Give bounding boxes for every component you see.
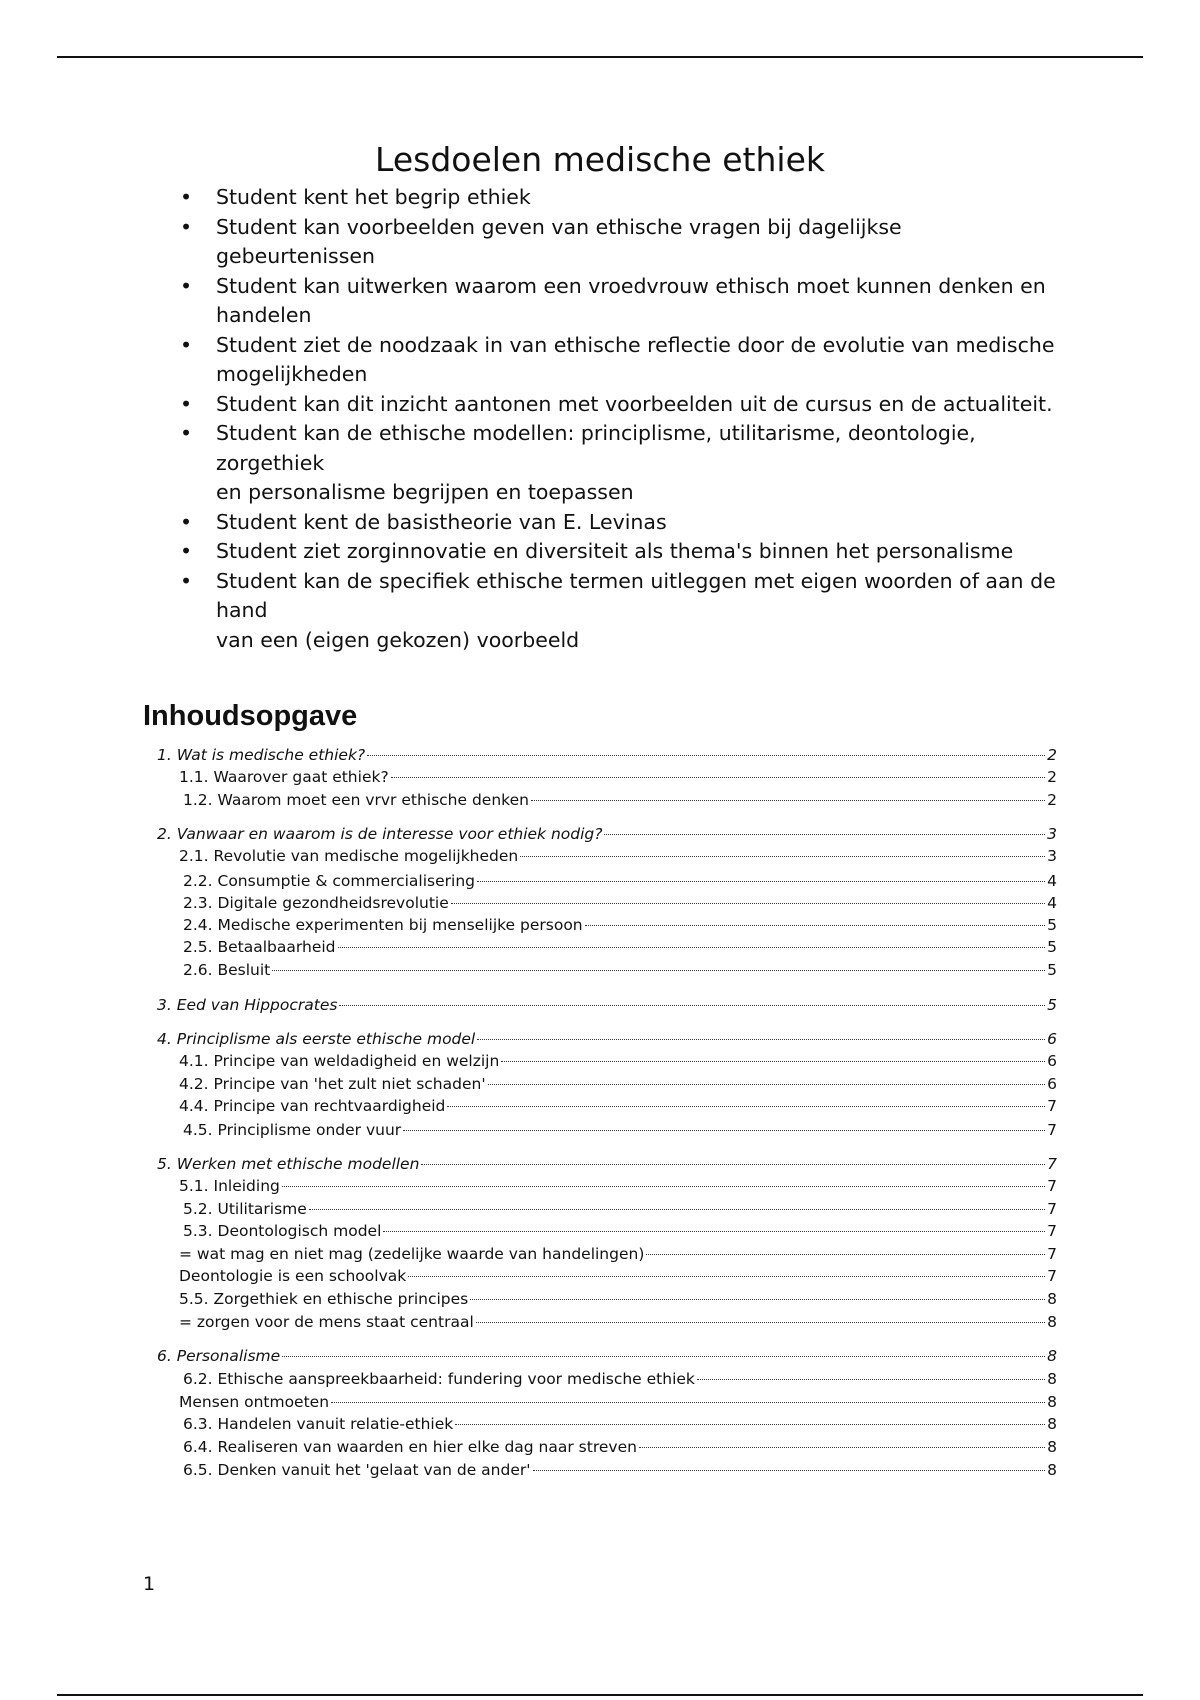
toc-entry-page: 5 [1047,961,1057,979]
toc-entry-page: 7 [1047,1222,1057,1240]
toc-entry-page: 5 [1047,938,1057,956]
goal-item [180,272,1060,331]
bullet-icon: • [180,509,193,534]
toc-entry-title: 4.5. Principlisme onder vuur [183,1121,402,1139]
toc-entry[interactable] [183,938,1057,960]
toc-entry-page: 7 [1047,1177,1057,1195]
toc-entry-page: 2 [1047,746,1057,764]
toc-entry-page: 7 [1047,1245,1057,1263]
document-title: Lesdoelen medische ethiek [375,140,825,179]
bullet-icon: • [180,214,193,239]
toc-dot-leader [408,1276,1045,1277]
goal-text: van een (eigen gekozen) voorbeeld [216,627,580,652]
toc-entry[interactable] [183,1438,1057,1460]
toc-entry-page: 5 [1047,996,1057,1014]
toc-entry-title: 2.6. Besluit [183,961,271,979]
goal-item [180,508,1060,538]
toc-entry-page: 7 [1047,1155,1057,1173]
learning-goals-list [180,183,1060,655]
goal-item [180,183,1060,213]
toc-dot-leader [477,1039,1045,1040]
goal-text: hand [216,598,268,622]
toc-entry-page: 3 [1047,825,1057,843]
toc-entry-title: Deontologie is een schoolvak [179,1267,407,1285]
toc-entry[interactable] [157,1347,1057,1369]
toc-entry[interactable] [183,894,1057,916]
toc-dot-leader [282,1186,1045,1187]
toc-entry[interactable] [179,1393,1057,1415]
toc-dot-leader [477,881,1045,882]
toc-entry-title: 6. Personalisme [157,1347,281,1365]
toc-entry-title: 6.2. Ethische aanspreekbaarheid: fundering voor medische ethiek [183,1370,695,1388]
toc-entry-page: 7 [1047,1121,1057,1139]
toc-entry-title: = wat mag en niet mag (zedelijke waarde van handelingen) [179,1245,645,1263]
toc-entry[interactable] [179,1075,1057,1097]
toc-entry-title: 1. Wat is medische ethiek? [157,746,366,764]
goal-item [180,390,1060,420]
toc-dot-leader [451,903,1045,904]
toc-entry-title: 2.5. Betaalbaarheid [183,938,336,956]
toc-entry[interactable] [183,1370,1057,1392]
toc-dot-leader [520,856,1045,857]
toc-dot-leader [501,1061,1045,1062]
toc-entry-title: 5. Werken met ethische modellen [157,1155,420,1173]
goal-text: Student ziet de noodzaak in van ethische reflectie door de evolutie van medische [216,332,1055,357]
toc-entry[interactable] [183,1415,1057,1437]
toc-entry-page: 7 [1047,1097,1057,1115]
toc-entry-page: 2 [1047,768,1057,786]
toc-entry-title: 6.5. Denken vanuit het 'gelaat van de ander' [183,1461,531,1479]
goal-item [180,567,1060,656]
toc-entry[interactable] [157,746,1057,768]
toc-entry[interactable] [183,1461,1057,1483]
toc-dot-leader [367,755,1045,756]
toc-dot-leader [646,1254,1045,1255]
toc-entry-title: 6.4. Realiseren van waarden en hier elke dag naar streven [183,1438,637,1456]
bullet-icon: • [180,332,193,357]
toc-entry-page: 2 [1047,791,1057,809]
goal-text: en personalisme begrijpen en toepassen [216,480,634,504]
toc-entry-page: 8 [1047,1347,1057,1365]
toc-dot-leader [282,1356,1045,1357]
goal-text: Student ziet zorginnovatie en diversiteit als thema's binnen het personalisme [216,539,1014,563]
toc-entry-title: 4.2. Principe van 'het zult niet schaden' [179,1075,486,1093]
toc-dot-leader [531,800,1045,801]
toc-entry-title: 1.1. Waarover gaat ethiek? [179,768,389,786]
goal-text: Student kent de basistheorie van E. Levinas [216,509,667,534]
toc-dot-leader [470,1299,1045,1300]
toc-dot-leader [533,1470,1046,1471]
toc-entry-page: 8 [1047,1393,1057,1411]
toc-dot-leader [604,834,1045,835]
toc-entry-page: 8 [1047,1438,1057,1456]
toc-entry-title: 5.3. Deontologisch model [183,1222,382,1240]
goal-text: Student kent het begrip ethiek [216,185,531,209]
bullet-icon: • [180,185,193,209]
toc-entry-page: 8 [1047,1290,1057,1308]
toc-entry-title: 5.2. Utilitarisme [183,1200,307,1218]
toc-entry-page: 8 [1047,1461,1057,1479]
toc-dot-leader [421,1164,1045,1165]
goal-item [180,331,1060,390]
toc-dot-leader [455,1424,1045,1425]
toc-entry-title: 2.1. Revolutie van medische mogelijkheden [179,847,519,865]
toc-dot-leader [639,1447,1045,1448]
toc-entry-title: 5.5. Zorgethiek en ethische principes [179,1290,469,1308]
toc-entry[interactable] [183,1200,1057,1222]
toc-entry-title: = zorgen voor de mens staat centraal [179,1313,474,1331]
goal-item [180,213,1060,272]
toc-entry[interactable] [183,916,1057,938]
toc-entry-title: 1.2. Waarom moet een vrvr ethische denken [183,791,529,809]
toc-entry[interactable] [179,847,1057,869]
goal-text: Student kan dit inzicht aantonen met voorbeelden uit de cursus en de actualiteit. [216,391,1053,416]
footer-rule [57,1694,1143,1696]
goal-text: Student kan de ethische modellen: principlisme, utilitarisme, deontologie, zorgethiek [216,421,976,475]
goal-text: handelen [216,303,312,327]
toc-entry-title: 4.1. Principe van weldadigheid en welzijn [179,1052,500,1070]
page-number: 1 [143,1573,156,1595]
toc-entry[interactable] [183,961,1057,983]
goal-item [180,419,1060,508]
toc-entry-page: 4 [1047,894,1057,912]
header-rule [57,56,1143,58]
toc-dot-leader [447,1106,1045,1107]
toc-dot-leader [697,1379,1045,1380]
toc-entry[interactable] [157,1155,1057,1177]
toc-entry[interactable] [179,1177,1057,1199]
toc-entry-page: 8 [1047,1415,1057,1433]
toc-entry-page: 4 [1047,872,1057,890]
toc-entry[interactable] [179,1245,1057,1267]
goal-text: mogelijkheden [216,362,368,386]
toc-dot-leader [488,1084,1046,1085]
toc-entry[interactable] [179,1097,1057,1119]
toc-entry-title: 2.2. Consumptie & commercialisering [183,872,475,890]
toc-entry-page: 3 [1047,847,1057,865]
toc-entry-title: 2.3. Digitale gezondheidsrevolutie [183,894,449,912]
toc-entry-title: 2. Vanwaar en waarom is de interesse voor ethiek nodig? [157,825,603,843]
toc-dot-leader [403,1130,1045,1131]
toc-entry-page: 8 [1047,1313,1057,1331]
toc-entry[interactable] [179,1313,1057,1335]
toc-entry[interactable] [179,1267,1057,1289]
toc-entry[interactable] [183,872,1057,894]
toc-entry-page: 6 [1047,1075,1057,1093]
toc-entry-title: 3. Eed van Hippocrates [157,996,338,1014]
toc-entry-page: 5 [1047,916,1057,934]
toc-entry[interactable] [183,791,1057,813]
bullet-icon: • [180,273,193,298]
goal-text: Student kan voorbeelden geven van ethische vragen bij dagelijkse gebeurtenissen [216,214,902,268]
toc-entry[interactable] [157,825,1057,847]
toc-entry-title: 4.4. Principe van rechtvaardigheid [179,1097,446,1115]
toc-entry-page: 7 [1047,1267,1057,1285]
toc-dot-leader [585,925,1046,926]
toc-entry-title: Mensen ontmoeten [179,1393,330,1411]
toc-entry[interactable] [183,1222,1057,1244]
toc-dot-leader [272,970,1045,971]
toc-entry[interactable] [157,1030,1057,1052]
bullet-icon: • [180,568,193,593]
toc-entry[interactable] [183,1121,1057,1143]
toc-dot-leader [476,1322,1045,1323]
toc-entry-page: 8 [1047,1370,1057,1388]
toc-dot-leader [339,1005,1045,1006]
toc-dot-leader [331,1402,1045,1403]
toc-entry[interactable] [157,996,1057,1018]
goal-text: Student kan uitwerken waarom een vroedvrouw ethisch moet kunnen denken en [216,273,1046,298]
toc-entry[interactable] [179,1290,1057,1312]
toc-entry[interactable] [179,1052,1057,1074]
toc-entry[interactable] [179,768,1057,790]
toc-entry-page: 6 [1047,1030,1057,1048]
goal-text: Student kan de specifiek ethische termen uitleggen met eigen woorden of aan de [216,568,1056,593]
toc-dot-leader [391,777,1045,778]
toc-dot-leader [309,1209,1045,1210]
bullet-icon: • [180,421,193,445]
toc-heading: Inhoudsopgave [143,700,358,732]
toc-dot-leader [383,1231,1045,1232]
goal-item [180,537,1060,567]
toc-entry-page: 6 [1047,1052,1057,1070]
toc-dot-leader [338,947,1046,948]
toc-entry-title: 5.1. Inleiding [179,1177,280,1195]
toc-entry-page: 7 [1047,1200,1057,1218]
toc-entry-title: 2.4. Medische experimenten bij menselijke persoon [183,916,583,934]
toc-entry-title: 4. Principlisme als eerste ethische model [157,1030,476,1048]
bullet-icon: • [180,391,193,416]
toc-entry-title: 6.3. Handelen vanuit relatie-ethiek [183,1415,454,1433]
bullet-icon: • [180,539,193,563]
